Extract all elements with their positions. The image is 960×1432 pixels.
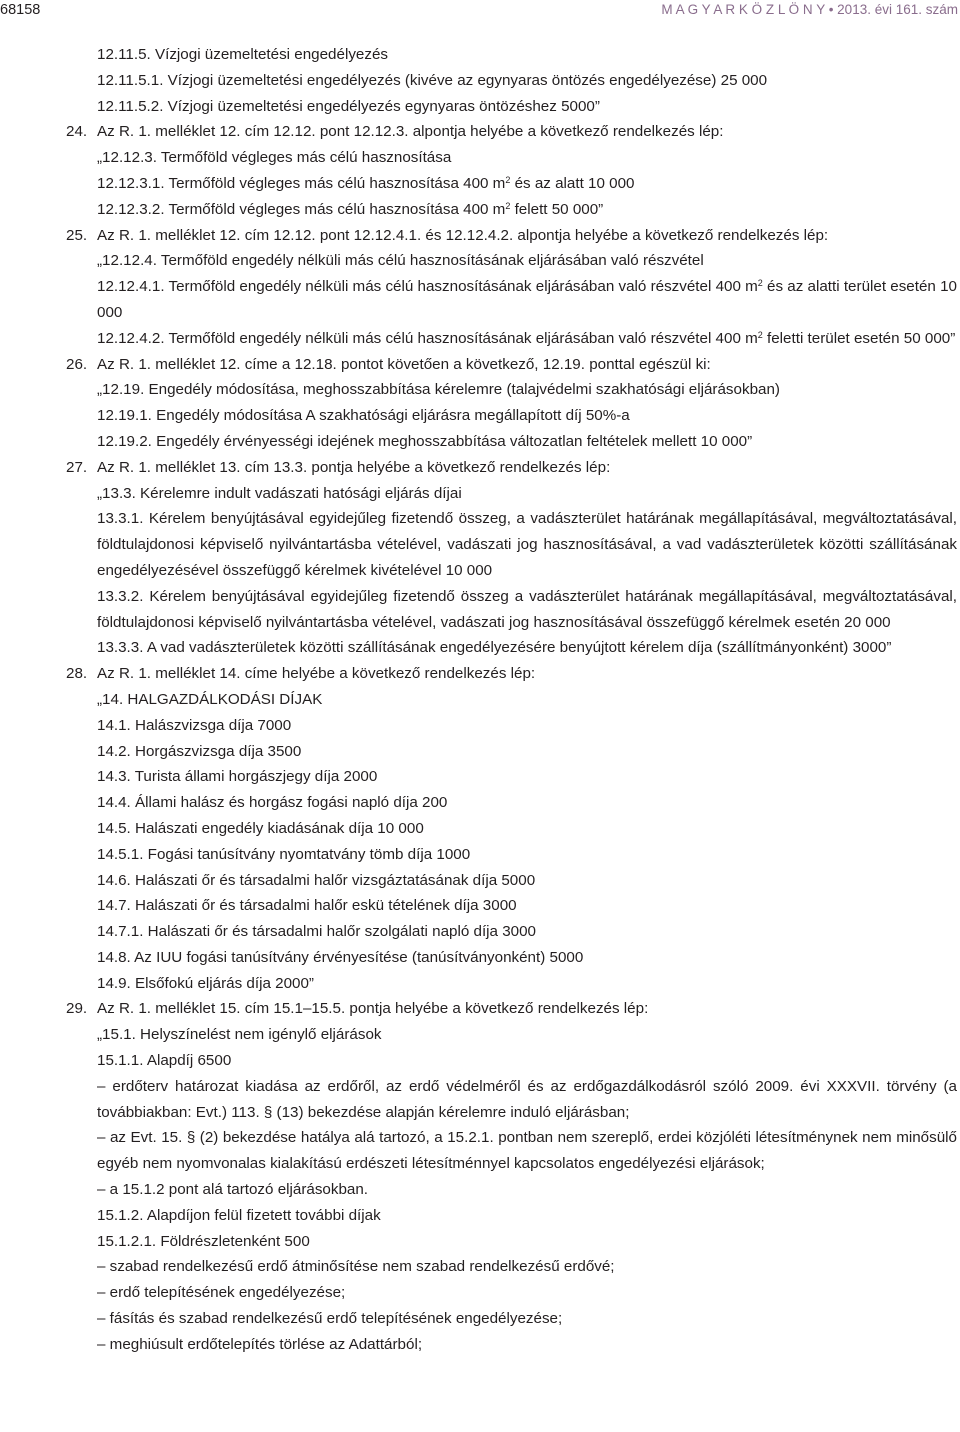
text-line: 14.6. Halászati őr és társadalmi halőr vizsgáztatásának díja 5000 — [97, 871, 536, 889]
text-paragraph: 13.3.2. Kérelem benyújtásával egyidejűleg fizetendő összeg a vadászterület határának megállapításával, megváltoztatásával, földtulajdonosi képviselő nyilvántartásba vételével, vadászati jog hasznosításával összefüggő kérelmek esetén 20 000 — [97, 587, 957, 631]
text-line: 12.19.1. Engedély módosítása A szakhatósági eljárásra megállapított díj 50%-a — [97, 407, 630, 425]
text-line: 14.7.1. Halászati őr és társadalmi halőr szolgálati napló díja 3000 — [97, 923, 537, 941]
text-line: „14. HALGAZDÁLKODÁSI DÍJAK — [97, 690, 323, 708]
superscript: 2 — [505, 174, 511, 185]
text-part: 12.12.4.2. Termőföld engedély nélküli más célú hasznosításának eljárásában való részvétel 400 m — [97, 329, 758, 347]
amendment-24 — [66, 119, 960, 145]
text-line: 14.4. Állami halász és horgász fogási napló díja 200 — [97, 794, 448, 812]
text-line: – fásítás és szabad rendelkezésű erdő telepítésének engedélyezése; — [97, 1310, 563, 1328]
amendment-text: Az R. 1. melléklet 14. címe helyébe a következő rendelkezés lép: — [97, 665, 536, 683]
text-line: – meghiúsult erdőtelepítés törlése az Adattárból; — [97, 1335, 423, 1353]
superscript: 2 — [505, 200, 511, 211]
text-paragraph — [97, 274, 957, 326]
text-paragraph: 13.3.1. Kérelem benyújtásával egyidejűleg fizetendő összeg, a vadászterület határának megállapításával, megváltoztatásával, földtulajdonosi képviselő nyilvántartásba vételével, vadászati jog hasznosításával, a vad vadászterületek közötti szállításának engedélyezésével összefüggő kérelmek kivételével 10 000 — [97, 510, 957, 579]
superscript: 2 — [757, 329, 763, 340]
amendment-27 — [66, 455, 960, 481]
superscript: 2 — [757, 278, 763, 289]
amendment-number: 25. — [66, 226, 88, 244]
text-part: és az alatti terület esetén 10 000 — [97, 278, 957, 321]
amendment-text: Az R. 1. melléklet 12. cím 12.12. pont 12.12.4.1. és 12.12.4.2. alpontja helyébe a következő rendelkezés lép: — [97, 226, 829, 244]
text-line: 12.11.5.2. Vízjogi üzemeltetési engedélyezés egynyaras öntözéshez 5000” — [97, 97, 600, 115]
text-line — [97, 197, 960, 223]
amendment-number: 24. — [66, 123, 88, 141]
text-line: „13.3. Kérelemre indult vadászati hatósági eljárás díjai — [97, 484, 462, 502]
text-part: 12.12.3.1. Termőföld végleges más célú hasznosítása 400 m — [97, 174, 506, 192]
text-line: 14.5. Halászati engedély kiadásának díja 10 000 — [97, 819, 424, 837]
amendment-28 — [66, 661, 960, 687]
text-paragraph: – erdőterv határozat kiadása az erdőről, az erdő védelméről és az erdőgazdálkodásról szóló 2009. évi XXXVII. törvény (a továbbiakban: Evt.) 113. § (13) bekezdése alapján kérelemre induló eljárásban; — [97, 1077, 957, 1121]
amendment-text: Az R. 1. melléklet 12. cím 12.12. pont 12.12.3. alpontja helyébe a következő rendelkezés lép: — [97, 123, 724, 141]
text-line: 14.1. Halászvizsga díja 7000 — [97, 716, 292, 734]
text-part: felett 50 000” — [510, 200, 604, 218]
text-line: – a 15.1.2 pont alá tartozó eljárásokban. — [97, 1181, 369, 1199]
text-paragraph — [97, 326, 957, 352]
text-line: „15.1. Helyszínelést nem igénylő eljárások — [97, 1026, 382, 1044]
amendment-number: 27. — [66, 458, 88, 476]
text-line: 12.19.2. Engedély érvényességi idejének meghosszabbítása változatlan feltételek mellett 10 000” — [97, 432, 753, 450]
text-line: – erdő telepítésének engedélyezése; — [97, 1284, 346, 1302]
text-line: 14.9. Elsőfokú eljárás díja 2000” — [97, 974, 314, 992]
amendment-text: Az R. 1. melléklet 13. cím 13.3. pontja helyébe a következő rendelkezés lép: — [97, 458, 611, 476]
text-line: 14.5.1. Fogási tanúsítvány nyomtatvány tömb díja 1000 — [97, 845, 471, 863]
text-part: és az alatt 10 000 — [510, 174, 635, 192]
page-number: 68158 — [0, 2, 41, 18]
text-line: „12.19. Engedély módosítása, meghosszabbítása kérelemre (talajvédelmi szakhatósági eljárásokban) — [97, 381, 780, 399]
text-paragraph: – az Evt. 15. § (2) bekezdése hatálya alá tartozó, a 15.2.1. pontban nem szereplő, erdei közjóléti létesítménynek nem minősülő egyéb nem nyomvonalas kialakítású erdészeti létesítménnyel kapcsolatos engedélyezési eljárások; — [97, 1129, 957, 1173]
page-header — [0, 2, 960, 22]
amendment-26 — [66, 352, 960, 378]
document-body — [0, 42, 960, 1358]
text-part: feletti terület esetén 50 000” — [762, 329, 956, 347]
text-line: 15.1.2.1. Földrészletenként 500 — [97, 1232, 310, 1250]
text-line: 15.1.1. Alapdíj 6500 — [97, 1052, 232, 1070]
text-line: 12.11.5. Vízjogi üzemeltetési engedélyezés — [97, 46, 388, 63]
text-part: 12.12.4.1. Termőföld engedély nélküli más célú hasznosításának eljárásában való részvétel 400 m — [97, 278, 758, 296]
text-line: 14.2. Horgászvizsga díja 3500 — [97, 742, 302, 760]
amendment-text: Az R. 1. melléklet 12. címe a 12.18. pontot követően a következő, 12.19. ponttal egészül ki: — [97, 355, 711, 373]
amendment-number: 26. — [66, 355, 88, 373]
text-line: 15.1.2. Alapdíjon felül fizetett további díjak — [97, 1206, 381, 1224]
text-line: „12.12.4. Termőföld engedély nélküli más célú hasznosításának eljárásában való részvétel — [97, 252, 704, 270]
text-paragraph: 13.3.3. A vad vadászterületek közötti szállításának engedélyezésére benyújtott kérelem díja (szállítmányonként) 3000” — [97, 639, 892, 657]
amendment-29 — [66, 996, 960, 1022]
text-line: – szabad rendelkezésű erdő átminősítése nem szabad rendelkezésű erdővé; — [97, 1258, 615, 1276]
text-part: 12.12.3.2. Termőföld végleges más célú hasznosítása 400 m — [97, 200, 506, 218]
amendment-number: 28. — [66, 665, 88, 683]
amendment-25 — [66, 223, 960, 249]
text-line: 12.11.5.1. Vízjogi üzemeltetési engedélyezés (kivéve az egynyaras öntözés engedélyezése) 25 000 — [97, 71, 768, 89]
running-title: M A G Y A R K Ö Z L Ö N Y • 2013. évi 161. szám — [661, 2, 958, 17]
amendment-text: Az R. 1. melléklet 15. cím 15.1–15.5. pontja helyébe a következő rendelkezés lép: — [97, 1000, 649, 1018]
text-line — [97, 171, 960, 197]
text-line: 14.3. Turista állami horgászjegy díja 2000 — [97, 768, 378, 786]
amendment-number: 29. — [66, 1000, 88, 1018]
text-line: 14.8. Az IUU fogási tanúsítvány érvényesítése (tanúsítványonként) 5000 — [97, 948, 584, 966]
text-line: „12.12.3. Termőföld végleges más célú hasznosítása — [97, 149, 452, 167]
text-line: 14.7. Halászati őr és társadalmi halőr eskü tételének díja 3000 — [97, 897, 517, 915]
